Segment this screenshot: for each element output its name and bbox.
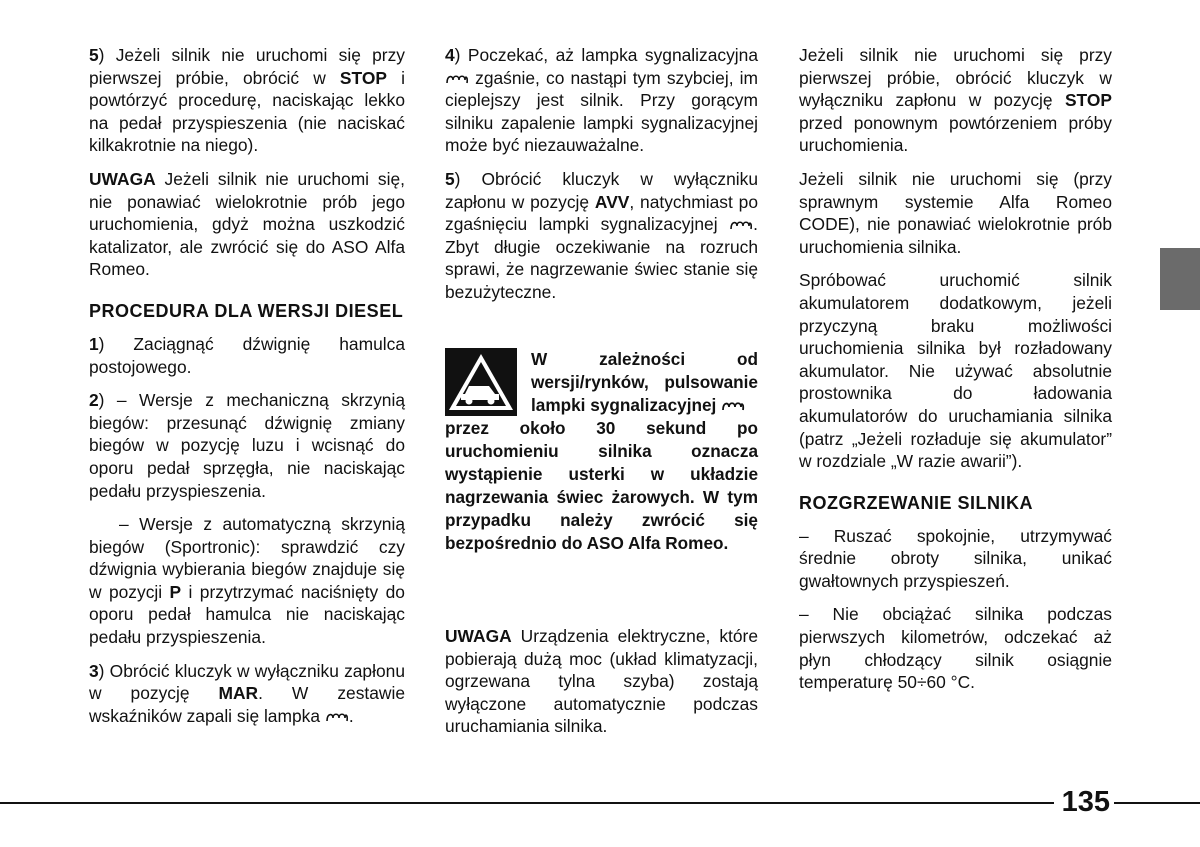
stop-label: STOP bbox=[339, 67, 387, 88]
glow-plug-icon bbox=[325, 710, 349, 724]
warning-heading-text: W zależności od wersji/rynków, pulsowanie lampki sygnalizacyjnej bbox=[531, 349, 758, 415]
step-text: – Wersje z automatyczną skrzynią biegów (Sportronic): sprawdzić czy dźwignia wybierania biegów znajduje się w pozycji bbox=[89, 514, 405, 602]
step-1-paragraph bbox=[89, 333, 405, 378]
paragraph-1 bbox=[799, 44, 1112, 157]
column-middle bbox=[445, 44, 758, 315]
step-2b-paragraph bbox=[89, 513, 405, 649]
step-number: 3 bbox=[89, 660, 99, 681]
step-text: . bbox=[348, 705, 354, 726]
warning-box bbox=[445, 348, 758, 555]
step-text: ) Zaciągnąć dźwignię hamulca postojowego. bbox=[89, 333, 405, 377]
step-text: ) Jeżeli silnik nie uruchomi się przy pierwszej próbie, obrócić w bbox=[89, 45, 405, 88]
warning-car-icon bbox=[445, 348, 517, 416]
step-5-paragraph bbox=[89, 44, 405, 157]
step-5-paragraph bbox=[445, 168, 758, 304]
column-left bbox=[89, 44, 405, 738]
paragraph-3: Spróbować uruchomić silnik akumulatorem dodatkowym, jeżeli przyczyną braku możliwości uruchomienia silnika był rozładowany akumulator. Nie używać absolutnie prostownika do ładowania akumulatorów do uruchamiania silnika (patrz „Jeżeli rozładuje się akumulator” w rozdziale „W razie awarii”). bbox=[799, 270, 1112, 472]
step-text: i przytrzymać naciśnięty do oporu pedał hamulca nie naciskając pedału przyspieszenia. bbox=[89, 581, 405, 648]
step-number: 4 bbox=[445, 45, 455, 65]
step-2-paragraph bbox=[89, 389, 405, 502]
uwaga-text: Jeżeli silnik nie uruchomi się, nie ponawiać wielokrotnie prób jego uruchomienia, gdyż można uszkodzić katalizator, ale zwrócić się do ASO Alfa Romeo. bbox=[89, 168, 405, 280]
paragraph-5: – Nie obciążać silnika podczas pierwszych kilometrów, odczekać aż płyn chłodzący silnik osiągnie temperaturę 50÷60 °C. bbox=[799, 604, 1112, 693]
section-heading: ROZGRZEWANIE SILNIKA bbox=[799, 492, 1033, 513]
mar-label: MAR bbox=[218, 683, 259, 704]
step-3-paragraph bbox=[89, 660, 405, 728]
uwaga-label: UWAGA bbox=[445, 626, 512, 646]
stop-label: STOP bbox=[1064, 90, 1112, 111]
step-number: 2 bbox=[89, 390, 99, 411]
step-text: ) Obrócić kluczyk w wyłączniku zapłonu w pozycję bbox=[89, 660, 405, 704]
step-text: ) Poczekać, aż lampka sygnalizacyjna bbox=[454, 45, 758, 65]
step-number: 5 bbox=[445, 168, 455, 189]
glow-plug-icon bbox=[445, 72, 469, 86]
step-text: zgaśnie, co nastąpi tym szybciej, im cieplejszy jest silnik. Przy gorącym silniku zapalenie lampki sygnalizacyjnej może być niezauważalne. bbox=[445, 67, 758, 156]
footer-rule-right bbox=[1114, 802, 1200, 804]
page-number: 135 bbox=[1061, 786, 1110, 818]
uwaga-text: Urządzenia elektryczne, które pobierają dużą moc (układ klimatyzacji, ogrzewana tylna szyba) zostają wyłączone automatycznie podczas uruchamiania silnika. bbox=[445, 626, 758, 737]
step-text: i powtórzyć procedurę, naciskając lekko na pedał przyspieszenia (nie naciskać kilkakrotnie na niego). bbox=[89, 67, 405, 156]
warning-heading bbox=[531, 348, 758, 417]
warning-body: przez około 30 sekund po uruchomieniu silnika oznacza wystąpienie usterki w układzie nagrzewania świec żarowych. W tym przypadku należy zwrócić się bezpośrednio do ASO Alfa Romeo. bbox=[445, 418, 758, 553]
step-text: ) Obrócić kluczyk w wyłączniku zapłonu w pozycję bbox=[445, 168, 758, 212]
step-4-paragraph bbox=[445, 44, 758, 157]
uwaga-paragraph bbox=[89, 168, 405, 281]
avv-label: AVV bbox=[594, 191, 630, 212]
glow-plug-icon bbox=[729, 218, 753, 232]
step-text: ) – Wersje z mechaniczną skrzynią biegów: przesunąć dźwignię zmiany biegów w pozycję luzu i wcisnąć do oporu pedał sprzęgła, nie naciskając pedału przyspieszenia. bbox=[89, 390, 405, 501]
step-text: . Zbyt długie oczekiwanie na rozruch sprawi, że nagrzewanie świec stanie się bezużyteczne. bbox=[445, 214, 758, 302]
paragraph-4: – Ruszać spokojnie, utrzymywać średnie obroty silnika, unikać gwałtownych przyspieszeń. bbox=[799, 525, 1112, 591]
step-text: . W zestawie wskaźników zapali się lampka bbox=[89, 683, 405, 726]
section-heading: PROCEDURA DLA WERSJI DIESEL bbox=[89, 300, 404, 321]
paragraph-text: przed ponownym powtórzeniem próby uruchomienia. bbox=[799, 112, 1112, 156]
step-number: 1 bbox=[89, 333, 99, 354]
step-text: , natychmiast po zgaśnięciu lampki sygnalizacyjnej bbox=[445, 191, 758, 235]
chapter-tab bbox=[1160, 248, 1200, 310]
glow-plug-icon bbox=[721, 399, 745, 413]
paragraph-2: Jeżeli silnik nie uruchomi się (przy sprawnym systemie Alfa Romeo CODE), nie ponawiać wielokrotnie prób uruchomienia silnika. bbox=[799, 168, 1112, 257]
column-right bbox=[799, 44, 1112, 705]
paragraph-text: Jeżeli silnik nie uruchomi się przy pierwszej próbie, obrócić kluczyk w wyłączniku zapłonu w pozycję bbox=[799, 45, 1112, 111]
uwaga-label: UWAGA bbox=[89, 168, 156, 189]
step-number: 5 bbox=[89, 45, 99, 65]
uwaga-paragraph-2 bbox=[445, 625, 758, 738]
footer-rule-left bbox=[0, 802, 1054, 804]
p-label: P bbox=[169, 581, 182, 602]
